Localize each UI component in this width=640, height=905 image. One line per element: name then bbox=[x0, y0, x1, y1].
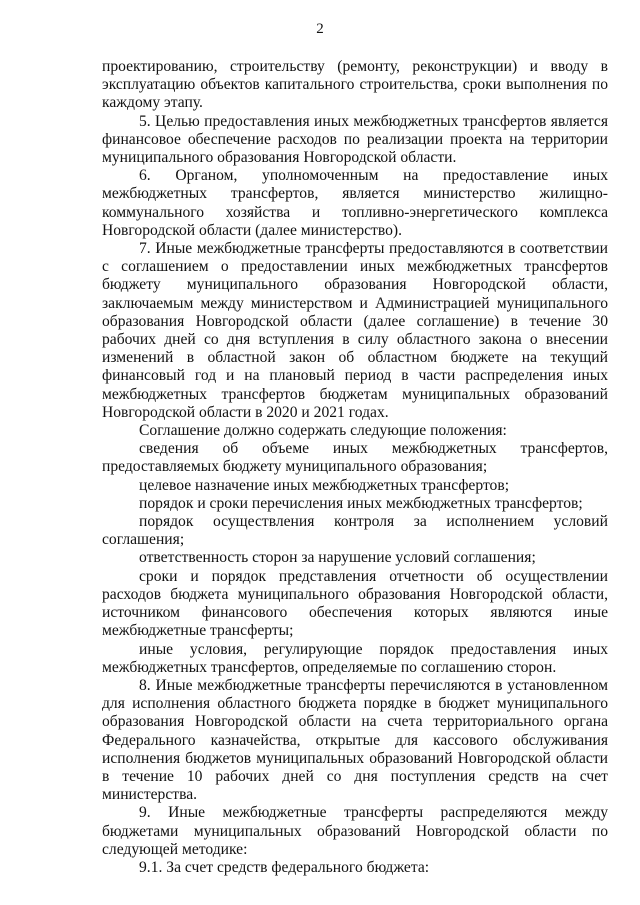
document-body bbox=[102, 58, 608, 877]
paragraph: 7. Иные межбюджетные трансферты предоставляются в соответствии с соглашением о предоставлении иных межбюджетных трансфертов бюджету муниципального образования Новгородской области, заключаемым между министерством и Администрацией муниципального образования Новгородской области (далее соглашение) в течение 30 рабочих дней со дня вступления в силу областного закона о внесении изменений в областной закон об областном бюджете на текущий финансовый год и на плановый период в части распределения иных межбюджетных трансфертов бюджетам муниципальных образований Новгородской области в 2020 и 2021 годах. bbox=[102, 240, 608, 421]
paragraph: ответственность сторон за нарушение условий соглашения; bbox=[139, 549, 536, 567]
paragraph: целевое назначение иных межбюджетных трансфертов; bbox=[139, 476, 510, 494]
paragraph: иные условия, регулирующие порядок предоставления иных межбюджетных трансфертов, определяемые по соглашению сторон. bbox=[102, 640, 608, 676]
paragraph: порядок осуществления контроля за исполнением условий соглашения; bbox=[102, 513, 608, 549]
paragraph: порядок и сроки перечисления иных межбюджетных трансфертов; bbox=[139, 494, 583, 512]
paragraph: 8. Иные межбюджетные трансферты перечисляются в установленном для исполнения областного бюджета порядке в бюджет муниципального образования Новгородской области на счета территориального органа Федерального казначейства, открытые для кассового обслуживания исполнения бюджетов муниципальных образований Новгородской области в течение 10 рабочих дней со дня поступления средств на счет министерства. bbox=[102, 676, 608, 804]
paragraph: 5. Целью предоставления иных межбюджетных трансфертов является финансовое обеспечение расходов по реализации проекта на территории муниципального образования Новгородской области. bbox=[102, 112, 608, 167]
paragraph: проектированию, строительству (ремонту, реконструкции) и вводу в эксплуатацию объектов капитального строительства, сроки выполнения по каждому этапу. bbox=[102, 58, 608, 112]
paragraph: 9.1. За счет средств федерального бюджета: bbox=[139, 858, 430, 876]
paragraph: сведения об объеме иных межбюджетных трансфертов, предоставляемых бюджету муниципального образования; bbox=[102, 440, 608, 476]
page-number: 2 bbox=[316, 21, 324, 37]
paragraph: Соглашение должно содержать следующие положения: bbox=[139, 422, 507, 440]
paragraph: 9. Иные межбюджетные трансферты распределяются между бюджетами муниципальных образований Новгородской области по следующей методике: bbox=[102, 804, 608, 858]
paragraph: 6. Органом, уполномоченным на предоставление иных межбюджетных трансфертов, является министерство жилищно-коммунального хозяйства и топливно-энергетического комплекса Новгородской области (далее министерство). bbox=[102, 167, 608, 239]
paragraph: сроки и порядок представления отчетности об осуществлении расходов бюджета муниципального образования Новгородской области, источником финансового обеспечения которых являются иные межбюджетные трансферты; bbox=[102, 567, 608, 640]
